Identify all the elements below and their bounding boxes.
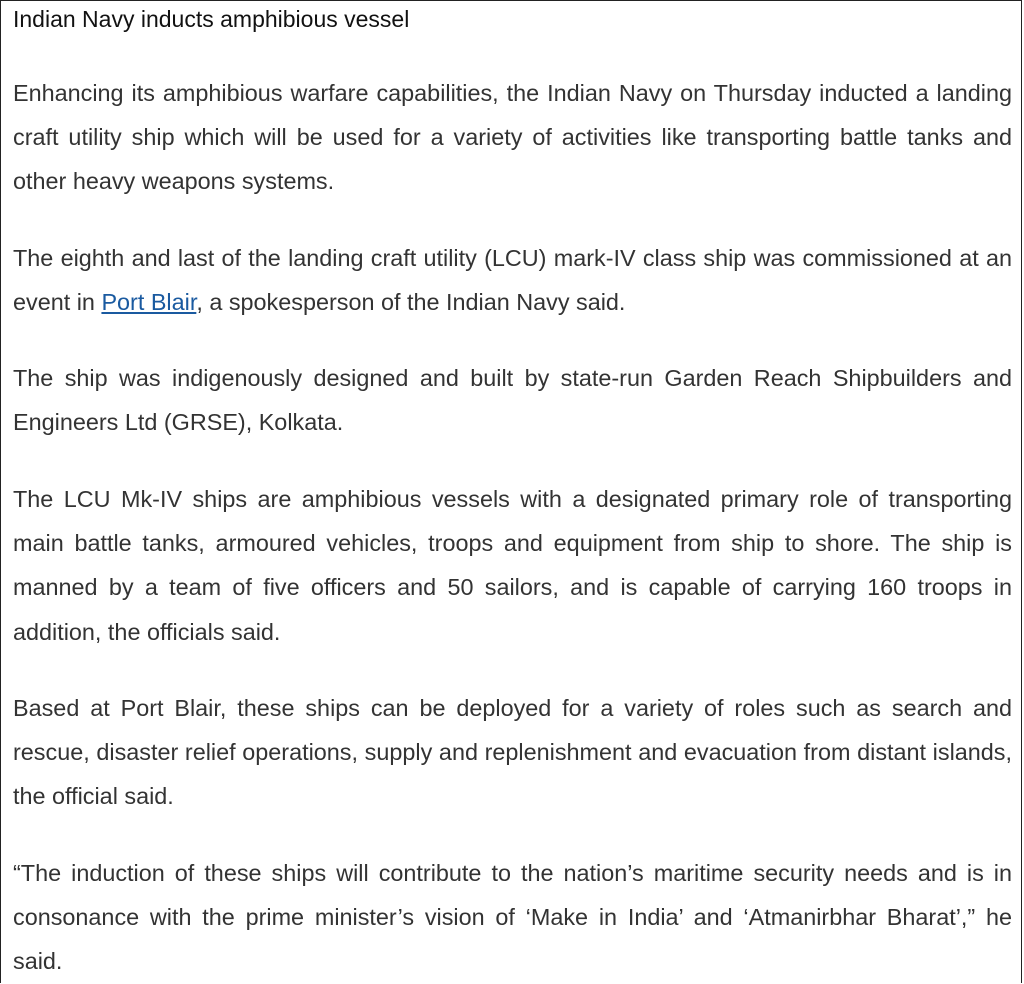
paragraph-commissioning [13, 236, 1012, 324]
paragraph-text: The eighth and last of the landing craft utility (LCU) mark-IV class ship was commissioned at an event in [13, 245, 1012, 316]
paragraph-role: The LCU Mk-IV ships are amphibious vessels with a designated primary role of transporting main battle tanks, armoured vehicles, troops and equipment from ship to shore. The ship is manned by a team of five officers and 50 sailors, and is capable of carrying 160 troops in addition, the officials said. [13, 486, 1012, 645]
paragraph-builder: The ship was indigenously designed and built by state-run Garden Reach Shipbuilders and Engineers Ltd (GRSE), Kolkata. [13, 365, 1012, 436]
article-headline: Indian Navy inducts amphibious vessel [13, 6, 410, 32]
paragraph-deployment: Based at Port Blair, these ships can be deployed for a variety of roles such as search and rescue, disaster relief operations, supply and replenishment and evacuation from distant islands, the official said. [13, 695, 1012, 810]
article [13, 1, 1012, 975]
paragraph-intro: Enhancing its amphibious warfare capabilities, the Indian Navy on Thursday inducted a landing craft utility ship which will be used for a variety of activities like transporting battle tanks and other heavy weapons systems. [13, 80, 1012, 195]
paragraph-quote: “The induction of these ships will contribute to the nation’s maritime security needs and is in consonance with the prime minister’s vision of ‘Make in India’ and ‘Atmanirbhar Bharat’,” he said. [13, 860, 1012, 975]
paragraph-text: , a spokesperson of the Indian Navy said. [196, 289, 626, 316]
port-blair-link[interactable]: Port Blair [101, 289, 197, 316]
